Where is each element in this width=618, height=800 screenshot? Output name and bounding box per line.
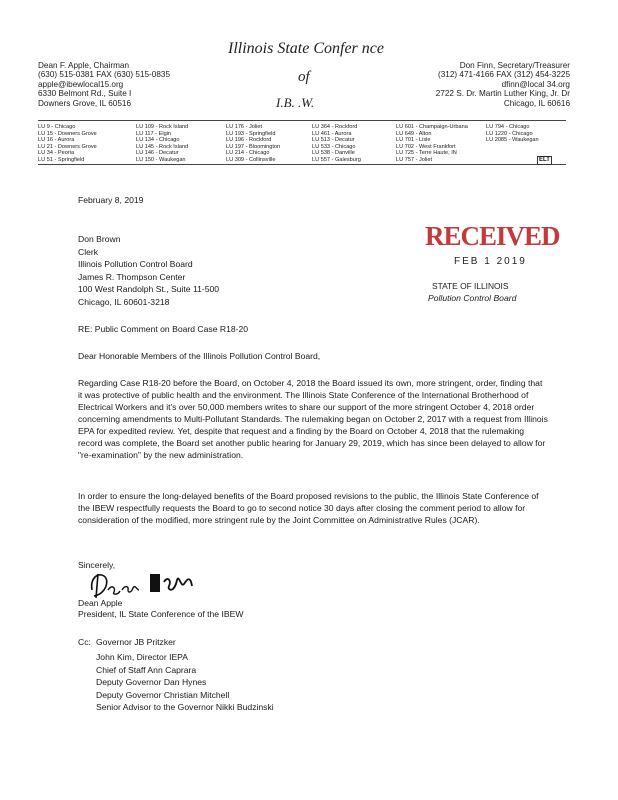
recipient-line: James R. Thompson Center — [78, 271, 186, 282]
left-contact-line: (630) 515-0381 FAX (630) 515-0835 — [38, 70, 170, 80]
right-contact-line: dfinn@local 34.org — [501, 79, 570, 89]
cc-item: Deputy Governor Dan Hynes — [96, 677, 207, 688]
local-union: LU 533 - Chicago — [312, 143, 356, 150]
local-union: LU 601 - Champaign-Urbana — [396, 124, 468, 130]
cc-item: Chief of Staff Ann Caprara — [96, 664, 197, 675]
cc-list — [96, 651, 274, 714]
letter-date: February 8, 2019 — [78, 195, 144, 205]
letterhead-title: Illinois State Confer nce — [228, 40, 384, 57]
locals-column — [312, 124, 361, 164]
local-union: LU 51 - Springfield — [38, 156, 85, 163]
signature-image — [84, 568, 204, 602]
local-union: LU 701 - Lisle — [396, 137, 431, 144]
left-contact-line: 6330 Belmont Rd., Suite I — [38, 89, 132, 99]
cc-first: Governor JB Pritzker — [96, 637, 176, 647]
local-union: LU 197 - Bloomington — [226, 143, 281, 150]
recipient-line: Clerk — [78, 246, 99, 257]
recipient-line: Chicago, IL 60601-3218 — [78, 296, 170, 307]
right-contact-line: (312) 471-4166 FAX (312) 454-3225 — [438, 70, 570, 80]
local-union: LU 725 - Terre Haute, IN — [396, 150, 457, 157]
closing: Sincerely, — [78, 560, 116, 570]
local-union: LU 794 - Chicago — [486, 124, 530, 130]
recipient-line: Don Brown — [78, 234, 121, 244]
local-union: LU 214 - Chicago — [226, 150, 270, 157]
left-contact-line: Dean F. Apple, Chairman — [38, 61, 130, 70]
locals-column — [136, 124, 188, 164]
local-union: LU 117 - Elgin — [136, 130, 172, 137]
local-union: LU 176 - Joliet — [226, 124, 263, 130]
local-union: LU 146 - Decatur — [136, 150, 179, 157]
recipient-block — [78, 233, 219, 308]
salutation: Dear Honorable Members of the Illinois Pollution Control Board, — [78, 351, 321, 361]
right-contact-line: 2722 S. Dr. Martin Luther King, Jr. Dr — [435, 89, 570, 99]
local-union: LU 1220 - Chicago — [486, 130, 533, 137]
union-bug-logo: ELT — [539, 157, 550, 163]
right-contact-line: Chicago, IL 60616 — [503, 98, 570, 108]
local-union: LU 134 - Chicago — [136, 137, 180, 144]
locals-column — [38, 124, 97, 164]
cc-item: John Kim, Director IEPA — [96, 652, 189, 662]
recipient-line: 100 West Randolph St., Suite 11-500 — [78, 284, 220, 294]
left-contact-line: Downers Grove, IL 60516 — [38, 98, 131, 108]
right-contact-line: Don Finn, Secretary/Treasurer — [459, 61, 570, 70]
local-union: LU 9 - Chicago — [38, 124, 76, 130]
received-stamp: RECEIVED — [425, 221, 560, 251]
recipient-line: Illinois Pollution Control Board — [78, 259, 193, 269]
local-union: LU 109 - Rock Island — [136, 124, 189, 130]
cc-item: Senior Advisor to the Governor Nikki Budzinski — [96, 702, 274, 713]
local-union: LU 309 - Collinsville — [226, 156, 276, 163]
local-union: LU 649 - Alton — [396, 130, 432, 137]
locals-column — [486, 124, 539, 144]
received-stamp-state: STATE OF ILLINOIS — [432, 281, 509, 291]
left-contact-line: apple@ibewlocal15.org — [38, 79, 124, 89]
local-union: LU 702 - West Frankfort — [396, 143, 456, 150]
body-paragraph-2: In order to ensure the long-delayed benefits of the Board proposed revisions to the public, the Illinois State Conference of the IBEW respectfully requests the Board to go to second notice 30 days after closing the comment period to allow for consideration of the modified, more stringent rule by the Joint Committee on Administrative Rules (JCAR). — [78, 491, 539, 525]
subject-line: RE: Public Comment on Board Case R18-20 — [78, 324, 249, 334]
local-union: LU 145 - Rock Island — [136, 143, 189, 150]
local-union: LU 364 - Rockford — [312, 124, 358, 130]
received-stamp-date: FEB 1 2019 — [454, 256, 527, 267]
cc-item: Deputy Governor Christian Mitchell — [96, 689, 230, 700]
locals-column — [226, 124, 280, 164]
signer-title: President, IL State Conference of the IBEW — [78, 609, 244, 619]
local-union: LU 15 - Downers Grove — [38, 130, 97, 137]
local-union: LU 538 - Danville — [312, 150, 355, 157]
local-union: LU 193 - Springfield — [226, 130, 276, 137]
local-union: LU 757 - Joliet — [396, 156, 433, 163]
received-stamp-board: Pollution Control Board — [428, 293, 517, 303]
local-union: LU 21 - Downers Grove — [38, 143, 97, 150]
local-union: LU 2085 - Waukegan — [486, 137, 539, 144]
local-union: LU 557 - Galesburg — [312, 156, 361, 163]
local-union: LU 461 - Aurora — [312, 130, 352, 137]
body-paragraph-1: Regarding Case R18-20 before the Board, on October 4, 2018 the Board issued its own, more stringent, order, finding that it was protective of public health and the environment. The Illinois State Conference of the International Brotherhood of Electrical Workers and it's over 50,000 members writes to share our support of the more stringent October 4, 2018 order concerning amendments to Multi-Pollutant Standards. The rulemaking began on October 2, 2017 with a request from Illinois EPA for expedited review. Yet, despite that request and a finding by the Board on October 4, 2018 that the rulemaking record was complete, the Board set another public hearing for January 29, 2019, which has since been delayed to allow for "re-examination" by the new administration. — [78, 378, 548, 460]
locals-column — [396, 124, 468, 164]
local-union: LU 16 - Aurora — [38, 137, 75, 144]
left-contact — [38, 61, 170, 108]
right-contact — [436, 61, 570, 108]
local-union: LU 196 - Rockford — [226, 137, 272, 144]
local-union: LU 34 - Peoria — [38, 150, 75, 157]
letterhead-of: of — [298, 69, 310, 85]
local-union: LU 150 - Waukegan — [136, 156, 186, 163]
header-rule-top — [38, 120, 566, 121]
header-rule-bottom — [38, 164, 566, 165]
cc-label: Cc: — [78, 637, 91, 647]
local-union: LU 513 - Decatur — [312, 137, 355, 144]
letterhead-ibew: I.B. .W. — [276, 95, 315, 110]
signer-name: Dean Apple — [78, 598, 123, 608]
